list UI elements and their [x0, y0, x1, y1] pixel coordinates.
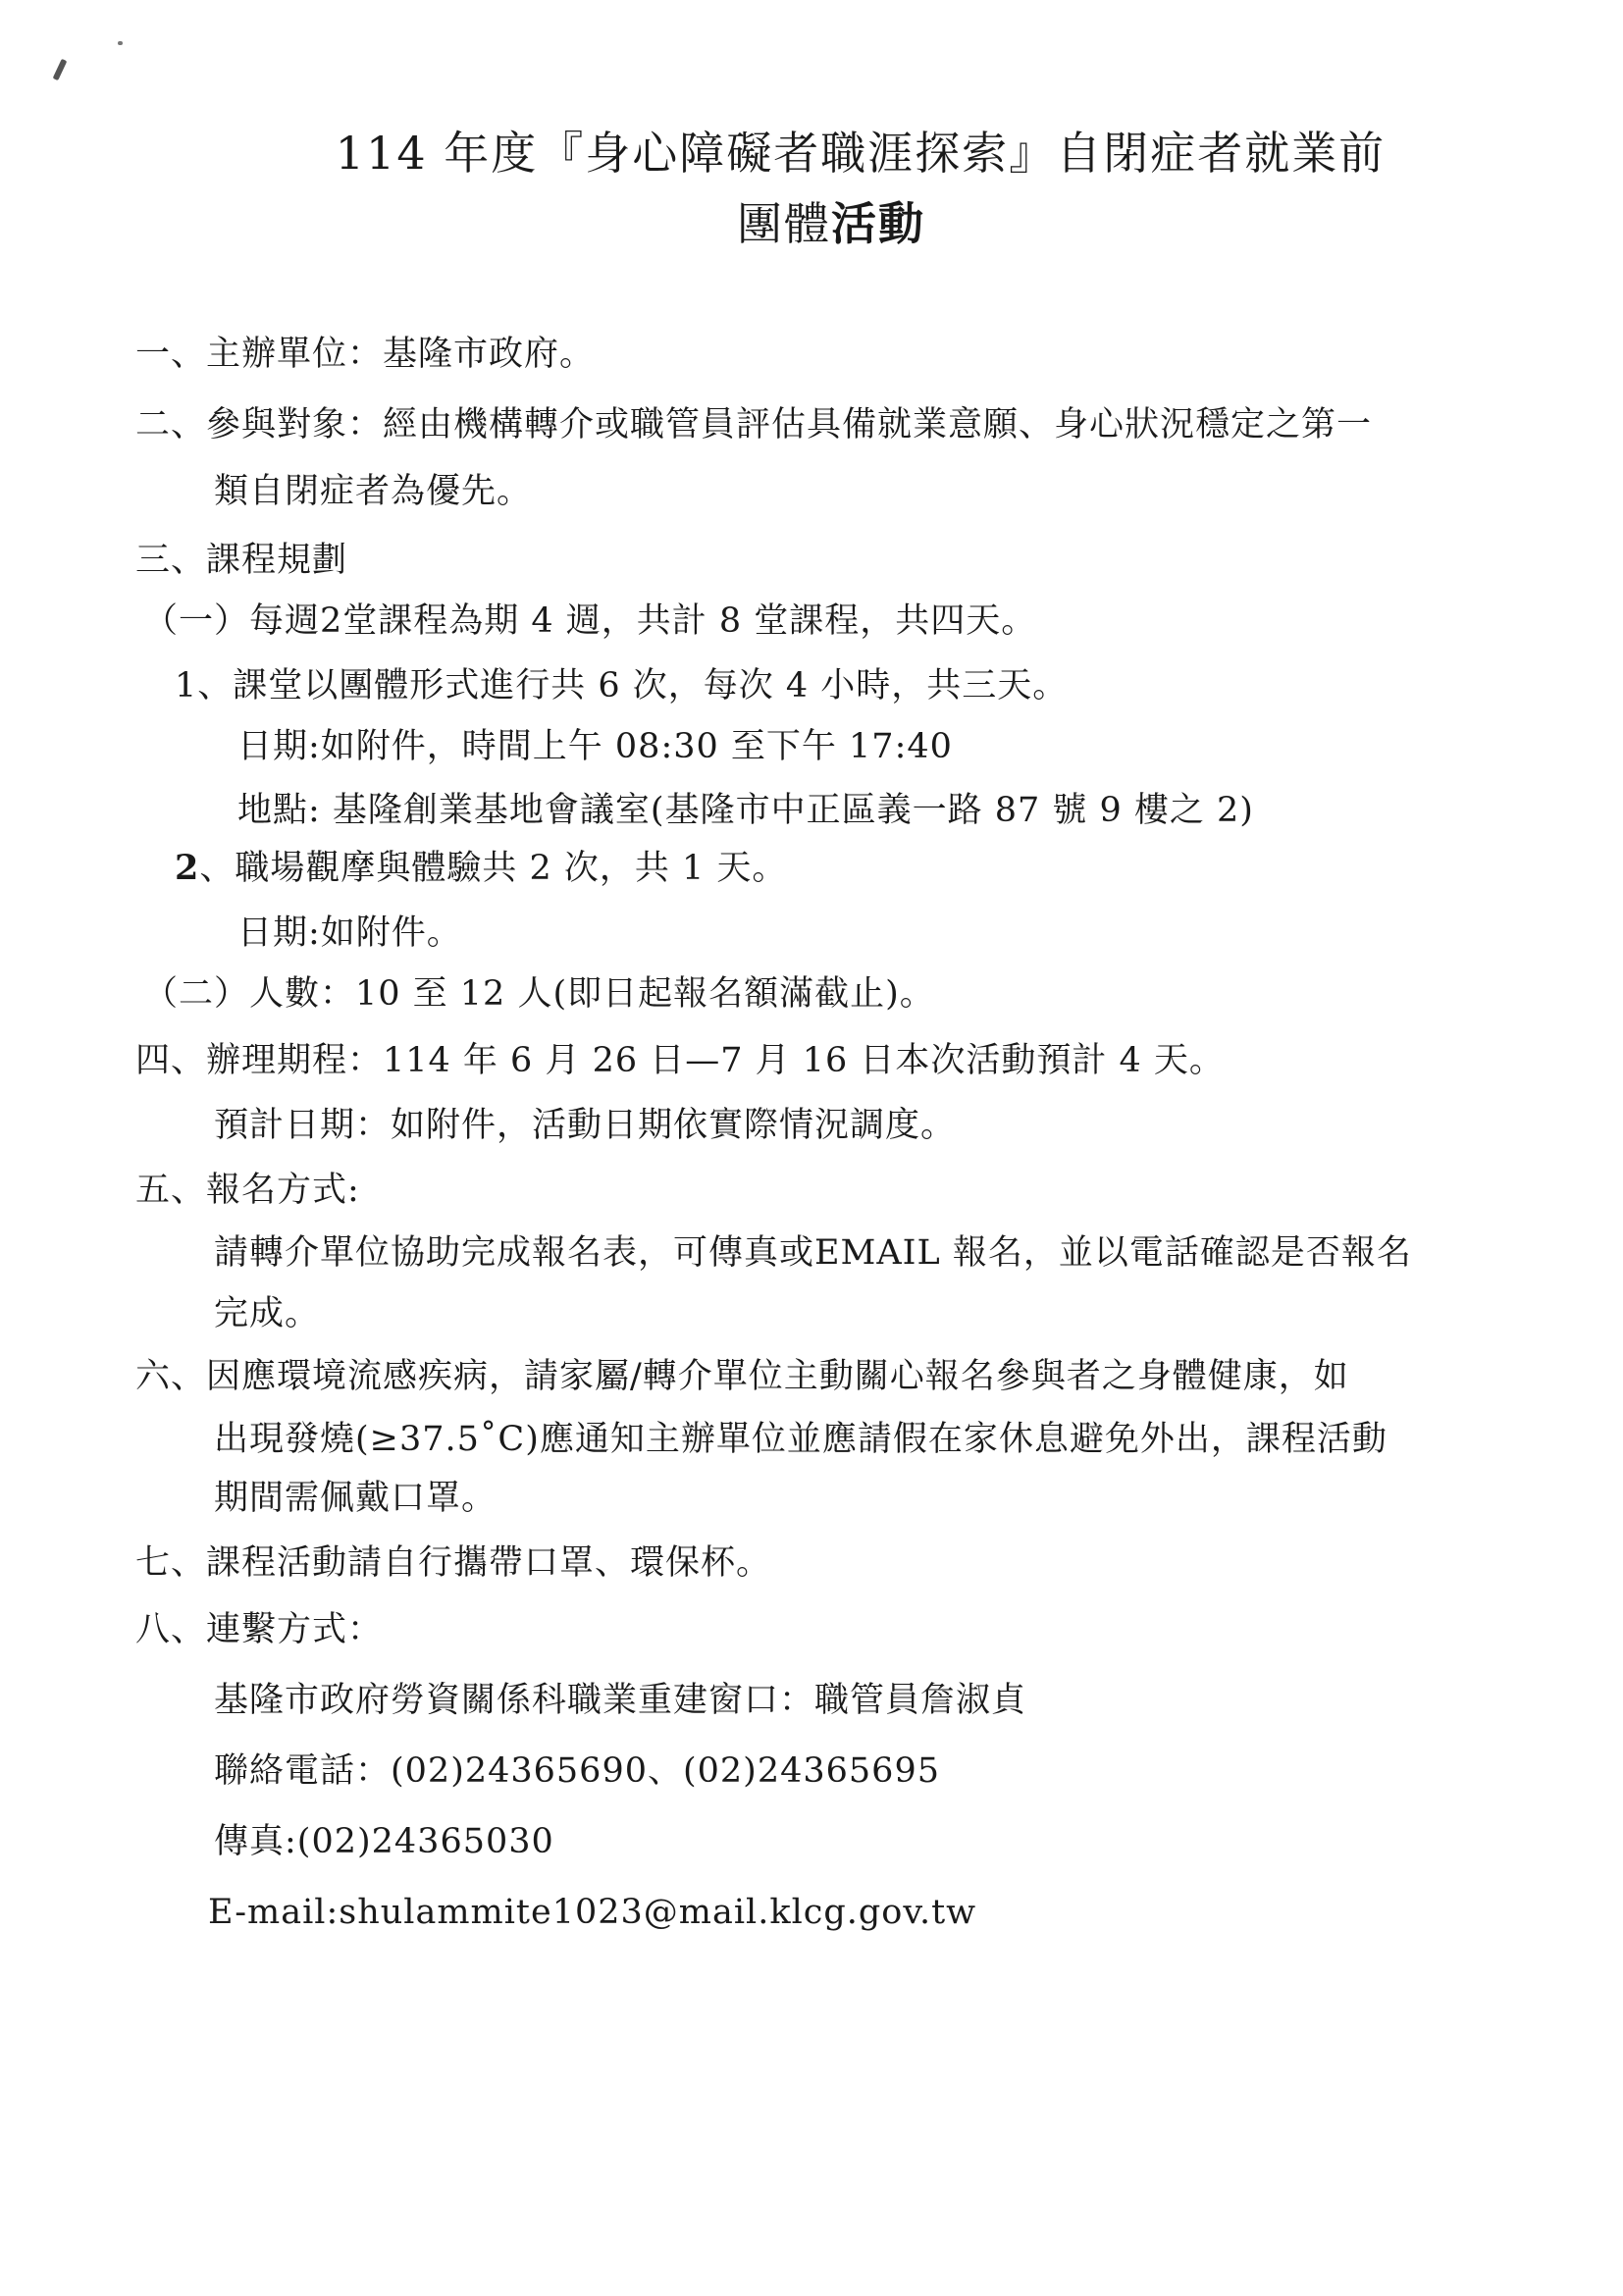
course-plan-subitem-1-date: 日期:如附件，時間上午 08:30 至下午 17:40 — [237, 727, 953, 766]
course-plan-subitem-2-number: 2 — [175, 848, 200, 888]
title-line-2-part-2: 活動 — [831, 197, 925, 250]
section-registration-heading: 五、報名方式: — [135, 1171, 360, 1210]
section-health-line-1: 六、因應環境流感疾病，請家屬/轉介單位主動關心報名參與者之身體健康，如 — [135, 1357, 1349, 1396]
section-schedule-line-1: 四、辦理期程：114 年 6 月 26 日—7 月 16 日本次活動預計 4 天。 — [135, 1041, 1225, 1080]
section-registration-line-2: 完成。 — [214, 1294, 321, 1333]
course-plan-subitem-1: 1、課堂以團體形式進行共 6 次，每次 4 小時，共三天。 — [175, 666, 1069, 705]
section-health-line-2: 出現發燒(≥37.5˚C)應通知主辦單位並應請假在家休息避免外出，課程活動 — [214, 1420, 1387, 1459]
contact-fax: 傳真:(02)24365030 — [214, 1822, 554, 1861]
course-plan-subitem-2-text: 、職場觀摩與體驗共 2 次，共 1 天。 — [199, 849, 788, 888]
section-bring-items: 七、課程活動請自行攜帶口罩、環保杯。 — [135, 1543, 772, 1583]
section-schedule-line-2: 預計日期：如附件，活動日期依實際情況調度。 — [214, 1106, 957, 1145]
section-course-plan-heading: 三、課程規劃 — [135, 541, 348, 580]
section-participants-line-2: 類自閉症者為優先。 — [214, 472, 533, 511]
contact-email: E-mail:shulammite1023@mail.klcg.gov.tw — [208, 1893, 977, 1932]
document-title-line-1: 114 年度『身心障礙者職涯探索』自閉症者就業前 — [335, 127, 1387, 180]
course-plan-subitem-2-date: 日期:如附件。 — [237, 913, 462, 953]
section-contact-heading: 八、連繫方式： — [135, 1610, 384, 1649]
scan-artifact-mark — [53, 59, 68, 80]
course-plan-subitem-1-place: 地點: 基隆創業基地會議室(基隆市中正區義一路 87 號 9 樓之 2) — [237, 791, 1254, 830]
section-registration-line-1: 請轉介單位協助完成報名表，可傳真或EMAIL 報名，並以電話確認是否報名 — [214, 1233, 1412, 1273]
document-title-line-2 — [20, 188, 1623, 253]
section-participants-line-1: 二、參與對象：經由機構轉介或職管員評估具備就業意願、身心狀況穩定之第一 — [135, 405, 1373, 444]
section-health-line-3: 期間需佩戴口罩。 — [214, 1479, 497, 1518]
section-organizer: 一、主辦單位：基隆市政府。 — [135, 335, 596, 374]
course-plan-item-1: （一）每週2堂課程為期 4 週，共計 8 堂課程，共四天。 — [143, 601, 1037, 641]
contact-phone: 聯絡電話：(02)24365690、(02)24365695 — [214, 1751, 940, 1791]
title-line-2-part-1: 團體 — [737, 197, 831, 250]
contact-person: 基隆市政府勞資關係科職業重建窗口：職管員詹淑貞 — [214, 1681, 1027, 1720]
course-plan-subitem-2 — [175, 848, 787, 889]
course-plan-item-2: （二）人數：10 至 12 人(即日起報名額滿截止)。 — [143, 974, 935, 1014]
scan-artifact-dot — [118, 41, 123, 45]
